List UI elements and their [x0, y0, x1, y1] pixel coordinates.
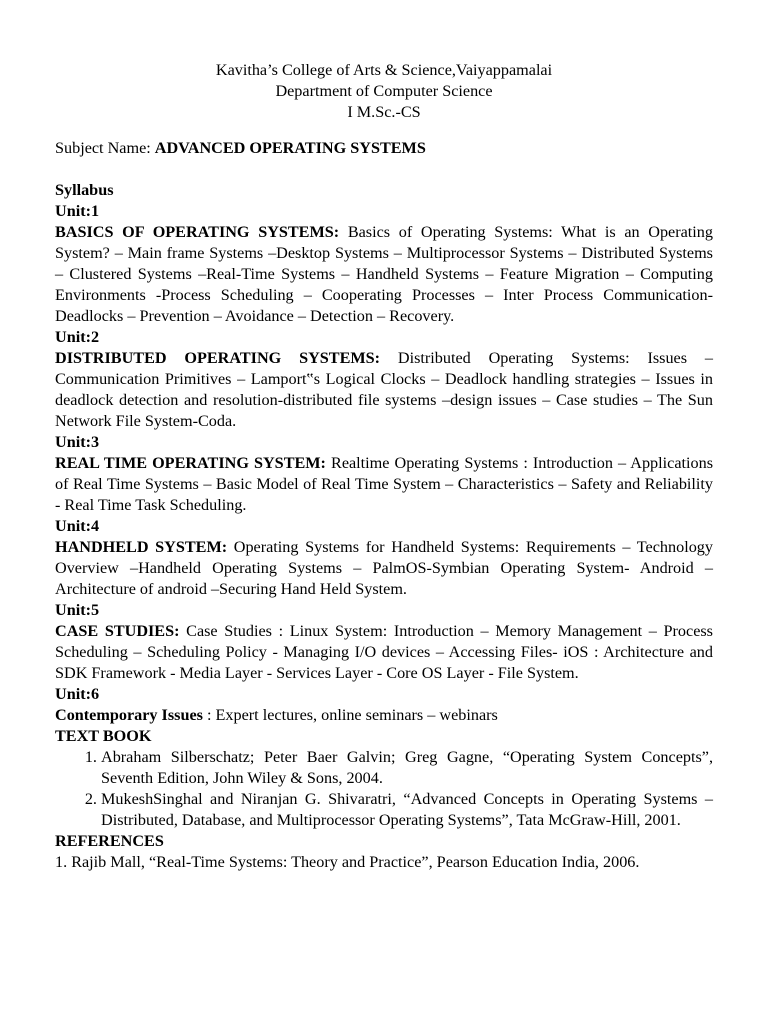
class-name: I M.Sc.-CS — [347, 103, 421, 121]
unit-6 — [55, 684, 713, 726]
college-name: Kavitha’s College of Arts & Science,Vaiyappamalai — [215, 61, 553, 79]
unit-description — [55, 348, 713, 432]
unit-text: : Expert lectures, online seminars – webinars — [202, 706, 498, 724]
unit-label: Unit:5 — [55, 601, 100, 619]
unit-1 — [55, 201, 713, 327]
subject-label: Subject Name: — [55, 139, 155, 157]
textbook-heading: TEXT BOOK — [55, 727, 152, 745]
unit-text: Case Studies : Linux System: Introduction – Memory Management – Process Scheduling – Scheduling Policy - Managing I/O devices – Accessing Files- iOS : Architecture and SDK Framework - Media Layer - Services Layer - Core OS Layer - File System. — [55, 622, 713, 682]
textbook-section — [55, 726, 713, 831]
unit-text: Basics of Operating Systems: What is an Operating System? – Main frame Systems –Desktop Systems – Multiprocessor Systems – Distributed Systems – Clustered Systems –Real-Time Systems – Handheld Systems – Feature Migration – Computing Environments -Process Scheduling – Cooperating Processes – Inter Process Communication- Deadlocks – Prevention – Avoidance – Detection – Recovery. — [55, 223, 713, 325]
references-section — [55, 831, 713, 873]
unit-label: Unit:3 — [55, 433, 100, 451]
unit-title: BASICS OF OPERATING SYSTEMS: — [55, 223, 340, 241]
unit-title: CASE STUDIES: — [55, 622, 180, 640]
unit-text: Operating Systems for Handheld Systems: Requirements – Technology Overview –Handheld Operating Systems – PalmOS-Symbian Operating System- Android –Architecture of android –Securing Hand Held System. — [55, 538, 713, 598]
unit-label: Unit:1 — [55, 202, 100, 220]
unit-description — [55, 453, 713, 516]
unit-description — [55, 537, 713, 600]
unit-5 — [55, 600, 713, 684]
unit-2 — [55, 327, 713, 432]
department-name: Department of Computer Science — [275, 82, 493, 100]
textbook-item: 2. MukeshSinghal and Niranjan G. Shivaratri, “Advanced Concepts in Operating Systems – Distributed, Database, and Multiprocessor Operating Systems”, Tata McGraw-Hill, 2001. — [101, 789, 713, 831]
document-header — [55, 60, 713, 123]
references-heading: REFERENCES — [55, 832, 164, 850]
textbook-item: 1. Abraham Silberschatz; Peter Baer Galvin; Greg Gagne, “Operating System Concepts”, Seventh Edition, John Wiley & Sons, 2004. — [101, 747, 713, 789]
subject-line — [55, 138, 713, 159]
unit-text: Realtime Operating Systems : Introduction – Applications of Real Time Systems – Basic Model of Real Time System – Characteristics – Safety and Reliability - Real Time Task Scheduling. — [55, 454, 713, 514]
unit-title: HANDHELD SYSTEM: — [55, 538, 228, 556]
unit-description — [55, 222, 713, 327]
subject-name: ADVANCED OPERATING SYSTEMS — [154, 139, 426, 157]
unit-label: Unit:2 — [55, 328, 100, 346]
document-page — [55, 60, 713, 873]
unit-label: Unit:4 — [55, 517, 100, 535]
unit-3 — [55, 432, 713, 516]
textbook-list — [55, 747, 713, 831]
unit-title: REAL TIME OPERATING SYSTEM: — [55, 454, 326, 472]
unit-description — [55, 705, 713, 726]
unit-4 — [55, 516, 713, 600]
syllabus-heading: Syllabus — [55, 181, 114, 199]
unit-title: Contemporary Issues — [55, 706, 203, 724]
unit-label: Unit:6 — [55, 685, 100, 703]
unit-text: Distributed Operating Systems: Issues – Communication Primitives – Lamport‟s Logical Clocks – Deadlock handling strategies – Issues in deadlock detection and resolution-distributed file systems –design issues – Case studies – The Sun Network File System-Coda. — [55, 349, 713, 430]
unit-title: DISTRIBUTED OPERATING SYSTEMS: — [55, 349, 381, 367]
reference-item: 1. Rajib Mall, “Real-Time Systems: Theory and Practice”, Pearson Education India, 2006. — [55, 853, 640, 871]
unit-description — [55, 621, 713, 684]
